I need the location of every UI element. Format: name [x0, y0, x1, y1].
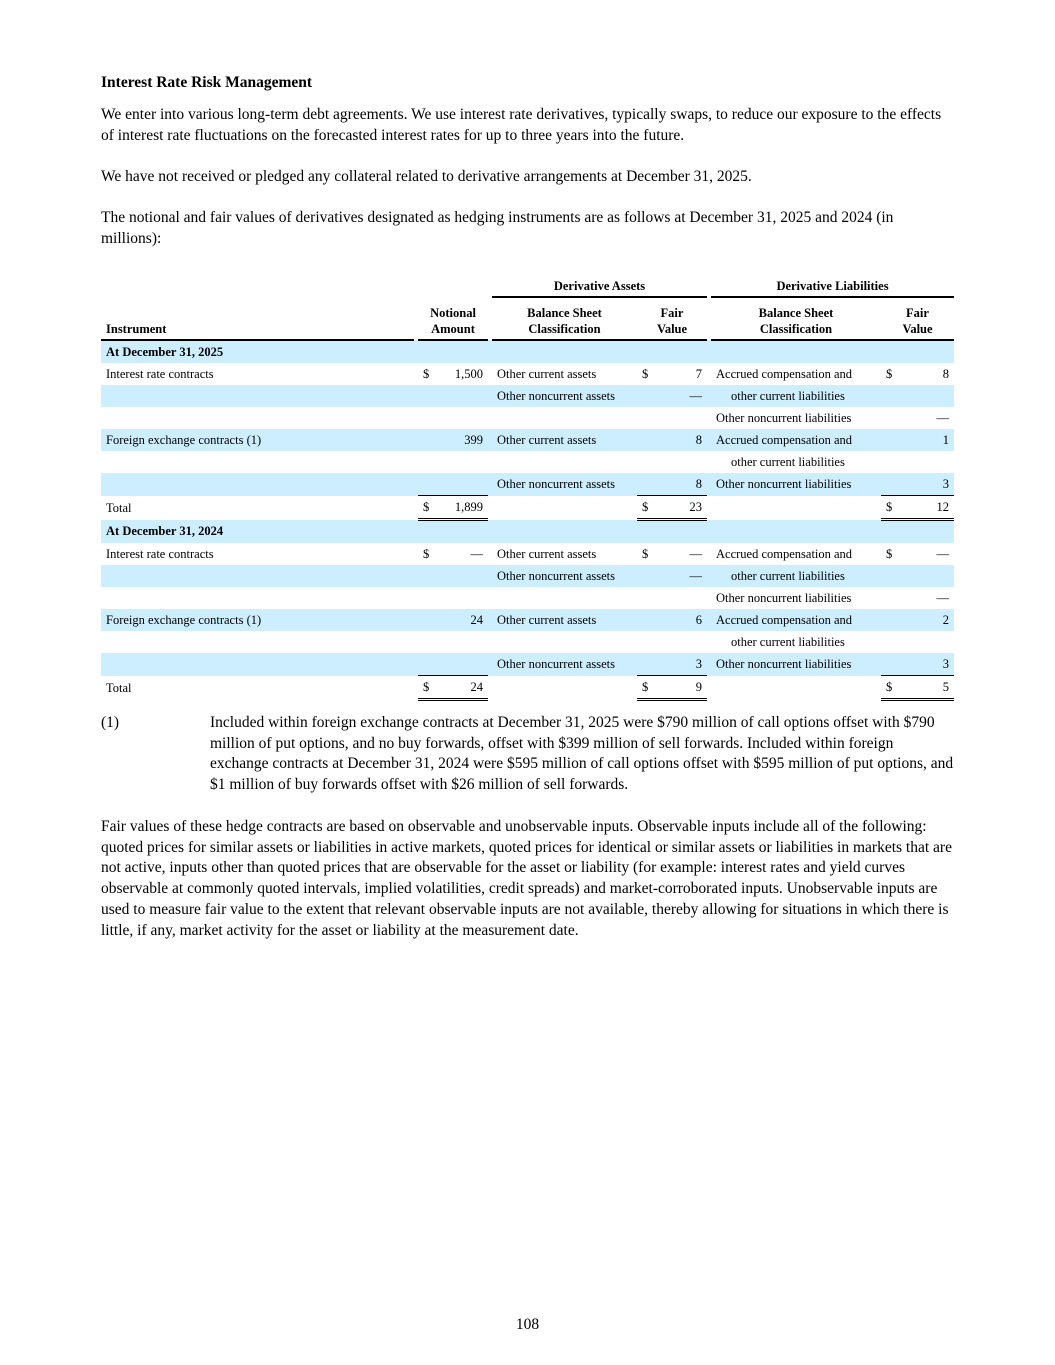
total-row-2024: Total $ 24 $ 9 $ 5: [101, 676, 954, 700]
notional-amount-column-header: Notional Amount: [418, 297, 488, 340]
footnote-marker: (1): [101, 714, 120, 731]
table-group-header-row: [101, 276, 954, 297]
section-row-2024: At December 31, 2024: [101, 520, 954, 544]
footnote-text: Included within foreign exchange contracts at December 31, 2025 were $790 million of call options offset with $790 million of put options, and no buy forwards, offset with $399 million of sell forwards. Included within foreign exchange contracts at December 31, 2024 were $595 million of call options offset with $595 million of put options, and $1 million of buy forwards offset with $26 million of sell forwards.: [210, 714, 954, 794]
section-heading: Interest Rate Risk Management: [101, 74, 313, 91]
derivative-assets-header: Derivative Assets: [492, 276, 707, 297]
liability-classification-column-header: Balance Sheet Classification: [711, 297, 881, 340]
table-row: other current liabilities: [731, 455, 845, 469]
liability-fair-value-column-header: Fair Value: [881, 297, 954, 340]
paragraph-intro: We enter into various long-term debt agreements. We use interest rate derivatives, typically swaps, to reduce our exposure to the effects of interest rate fluctuations on the forecasted interest rates for up to three years into the future.: [101, 106, 942, 144]
section-row-2025: At December 31, 2025: [101, 340, 954, 363]
instrument-column-header: Instrument: [101, 297, 414, 340]
paragraph-fair-values: Fair values of these hedge contracts are based on observable and unobservable inputs. Observable inputs include all of the following: quoted prices for similar assets or liabilities in active markets, quoted prices for identical or similar assets or liabilities in markets that are not active, inputs other than quoted prices that are observable for the asset or liability (for example: interest rates and yield curves observable at commonly quoted intervals, implied volatilities, credit spreads) and market-corroborated inputs. Unobservable inputs are used to measure fair value to the extent that relevant observable inputs are not available, thereby allowing for situations in which there is little, if any, market activity for the asset or liability at the measurement date.: [101, 818, 952, 939]
table-row: Foreign exchange contracts (1) 24 Other current assets 6 Accrued compensation and 2: [101, 609, 954, 631]
table-row: Other noncurrent liabilities —: [716, 591, 950, 605]
table-row: other current liabilities: [731, 635, 845, 649]
table-row: Other noncurrent assets 8 Other noncurrent liabilities 3: [101, 473, 954, 496]
derivative-liabilities-header: Derivative Liabilities: [711, 276, 954, 297]
asset-classification-column-header: Balance Sheet Classification: [492, 297, 637, 340]
table-row: Foreign exchange contracts (1) 399 Other current assets 8 Accrued compensation and 1: [101, 429, 954, 451]
table-row: Other noncurrent assets 3 Other noncurrent liabilities 3: [101, 653, 954, 676]
derivatives-table: [101, 276, 954, 701]
table-row: Other noncurrent assets — other current liabilities: [101, 565, 954, 587]
paragraph-collateral: We have not received or pledged any collateral related to derivative arrangements at December 31, 2025.: [101, 168, 752, 185]
paragraph-table-intro: The notional and fair values of derivatives designated as hedging instruments are as follows at December 31, 2025 and 2024 (in millions):: [101, 209, 894, 247]
table-row: Interest rate contracts $ — Other current assets $ — Accrued compensation and $ —: [106, 547, 950, 561]
table-row: Other noncurrent assets — other current liabilities: [101, 385, 954, 407]
page-number: 108: [515, 1316, 540, 1333]
total-row-2025: Total $ 1,899 $ 23 $ 12: [101, 496, 954, 520]
table-row: Interest rate contracts $ 1,500 Other current assets $ 7 Accrued compensation and $ 8: [106, 367, 950, 381]
table-column-header-row: [101, 297, 954, 340]
table-row: Other noncurrent liabilities —: [716, 411, 950, 425]
asset-fair-value-column-header: Fair Value: [637, 297, 707, 340]
